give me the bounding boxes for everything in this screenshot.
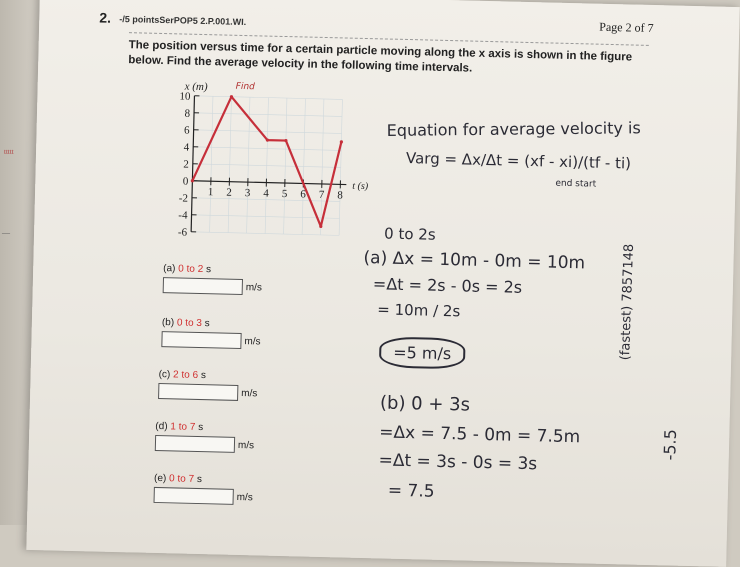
- handwritten-b-dt: =Δt = 3s - 0s = 3s: [378, 450, 537, 474]
- y-axis-label: x (m): [184, 81, 209, 94]
- answer-unit: m/s: [241, 388, 257, 399]
- answer-label: [163, 263, 262, 276]
- y-tick-label: 10: [179, 90, 191, 102]
- answer-unit: m/s: [238, 439, 254, 450]
- y-tick-label: 0: [183, 176, 189, 188]
- answer-suffix: s: [195, 422, 203, 433]
- x-tick-label: 1: [208, 186, 214, 198]
- handwritten-a-fraction: = 10m / 2s: [377, 300, 460, 320]
- x-tick-label: 7: [319, 189, 325, 201]
- answer-input[interactable]: [155, 435, 235, 453]
- question-header: -/5 pointsSerPOP5 2.P.001.WI.: [119, 14, 246, 27]
- handwritten-equation-title: Equation for average velocity is: [387, 118, 641, 140]
- handwritten-end-start: end start: [555, 179, 596, 190]
- answer-prefix: (e): [154, 473, 169, 484]
- y-tick-label: 8: [184, 108, 190, 120]
- handwritten-b-title: (b) 0 + 3s: [380, 392, 470, 415]
- handwritten-a-dx: (a) Δx = 10m - 0m = 10m: [363, 248, 585, 273]
- y-tick-label: -4: [178, 209, 188, 221]
- handwritten-side-number: (fastest) 7857148: [618, 244, 637, 361]
- answer-suffix: s: [203, 264, 211, 275]
- answer-interval: 2 to 6: [173, 369, 198, 381]
- answer-input[interactable]: [161, 331, 241, 349]
- answer-suffix: s: [202, 318, 210, 329]
- x-axis: [192, 181, 346, 185]
- answer-row: [155, 421, 255, 453]
- handwritten-b-result: = 7.5: [388, 481, 435, 502]
- answer-prefix: (b): [162, 317, 177, 328]
- answer-unit: m/s: [237, 491, 253, 502]
- x-tick-label: 2: [226, 187, 232, 199]
- answer-interval: 0 to 2: [178, 263, 203, 275]
- answer-suffix: s: [194, 474, 202, 485]
- y-tick-label: 2: [183, 159, 189, 171]
- handwritten-vavg-formula: Varg = Δx/Δt = (xf - xi)/(tf - ti): [406, 149, 631, 172]
- answer-row: [154, 473, 254, 505]
- handwritten-find-note: Find: [236, 82, 256, 92]
- answer-suffix: s: [198, 370, 206, 381]
- y-tick-label: 6: [184, 125, 190, 137]
- answer-label: [155, 421, 254, 434]
- position-time-graph: [119, 67, 323, 252]
- y-tick-label: 4: [184, 142, 190, 154]
- answer-interval: 0 to 3: [177, 317, 202, 329]
- page-number: Page 2 of 7: [599, 20, 654, 36]
- adjacent-page-fragment: ttttt: [4, 148, 14, 156]
- x-axis-label: t (s): [352, 181, 369, 192]
- graph-grid: [191, 96, 342, 236]
- handwritten-side-result: -5.5: [660, 429, 680, 461]
- answer-row: [158, 369, 258, 401]
- answer-label: [159, 369, 258, 382]
- answer-input[interactable]: [163, 277, 243, 295]
- x-tick-label: 5: [282, 188, 288, 200]
- answer-label: [162, 317, 261, 330]
- answer-row: [161, 317, 261, 349]
- handwritten-b-dx: =Δx = 7.5 - 0m = 7.5m: [379, 422, 580, 447]
- handwritten-a-interval: 0 to 2s: [384, 224, 436, 243]
- x-tick-label: 8: [337, 189, 343, 201]
- handwritten-a-dt: =Δt = 2s - 0s = 2s: [373, 274, 523, 297]
- answer-prefix: (c): [159, 369, 174, 380]
- answer-label: [154, 473, 253, 486]
- adjacent-page-fragment: —: [2, 228, 10, 237]
- answer-prefix: (d): [155, 421, 170, 432]
- answer-interval: 0 to 7: [169, 473, 194, 485]
- answer-input[interactable]: [158, 383, 238, 401]
- answer-list: [40, 0, 740, 7]
- question-text: The position versus time for a certain particle moving along the x axis is shown in the figure below. Find the average velocity in the following time intervals.: [128, 38, 649, 81]
- y-tick-label: -6: [178, 226, 188, 238]
- x-tick-label: 3: [245, 187, 251, 199]
- answer-prefix: (a): [163, 263, 178, 274]
- y-tick-label: -2: [179, 192, 188, 204]
- x-tick-label: 4: [263, 188, 269, 200]
- answer-row: [163, 263, 263, 295]
- answer-input[interactable]: [154, 487, 234, 505]
- answer-interval: 1 to 7: [170, 421, 195, 433]
- question-number: 2.: [99, 9, 111, 25]
- handwritten-a-result: =5 m/s: [379, 336, 466, 369]
- x-tick-label: 6: [300, 188, 306, 200]
- answer-unit: m/s: [246, 282, 262, 293]
- answer-unit: m/s: [244, 336, 260, 347]
